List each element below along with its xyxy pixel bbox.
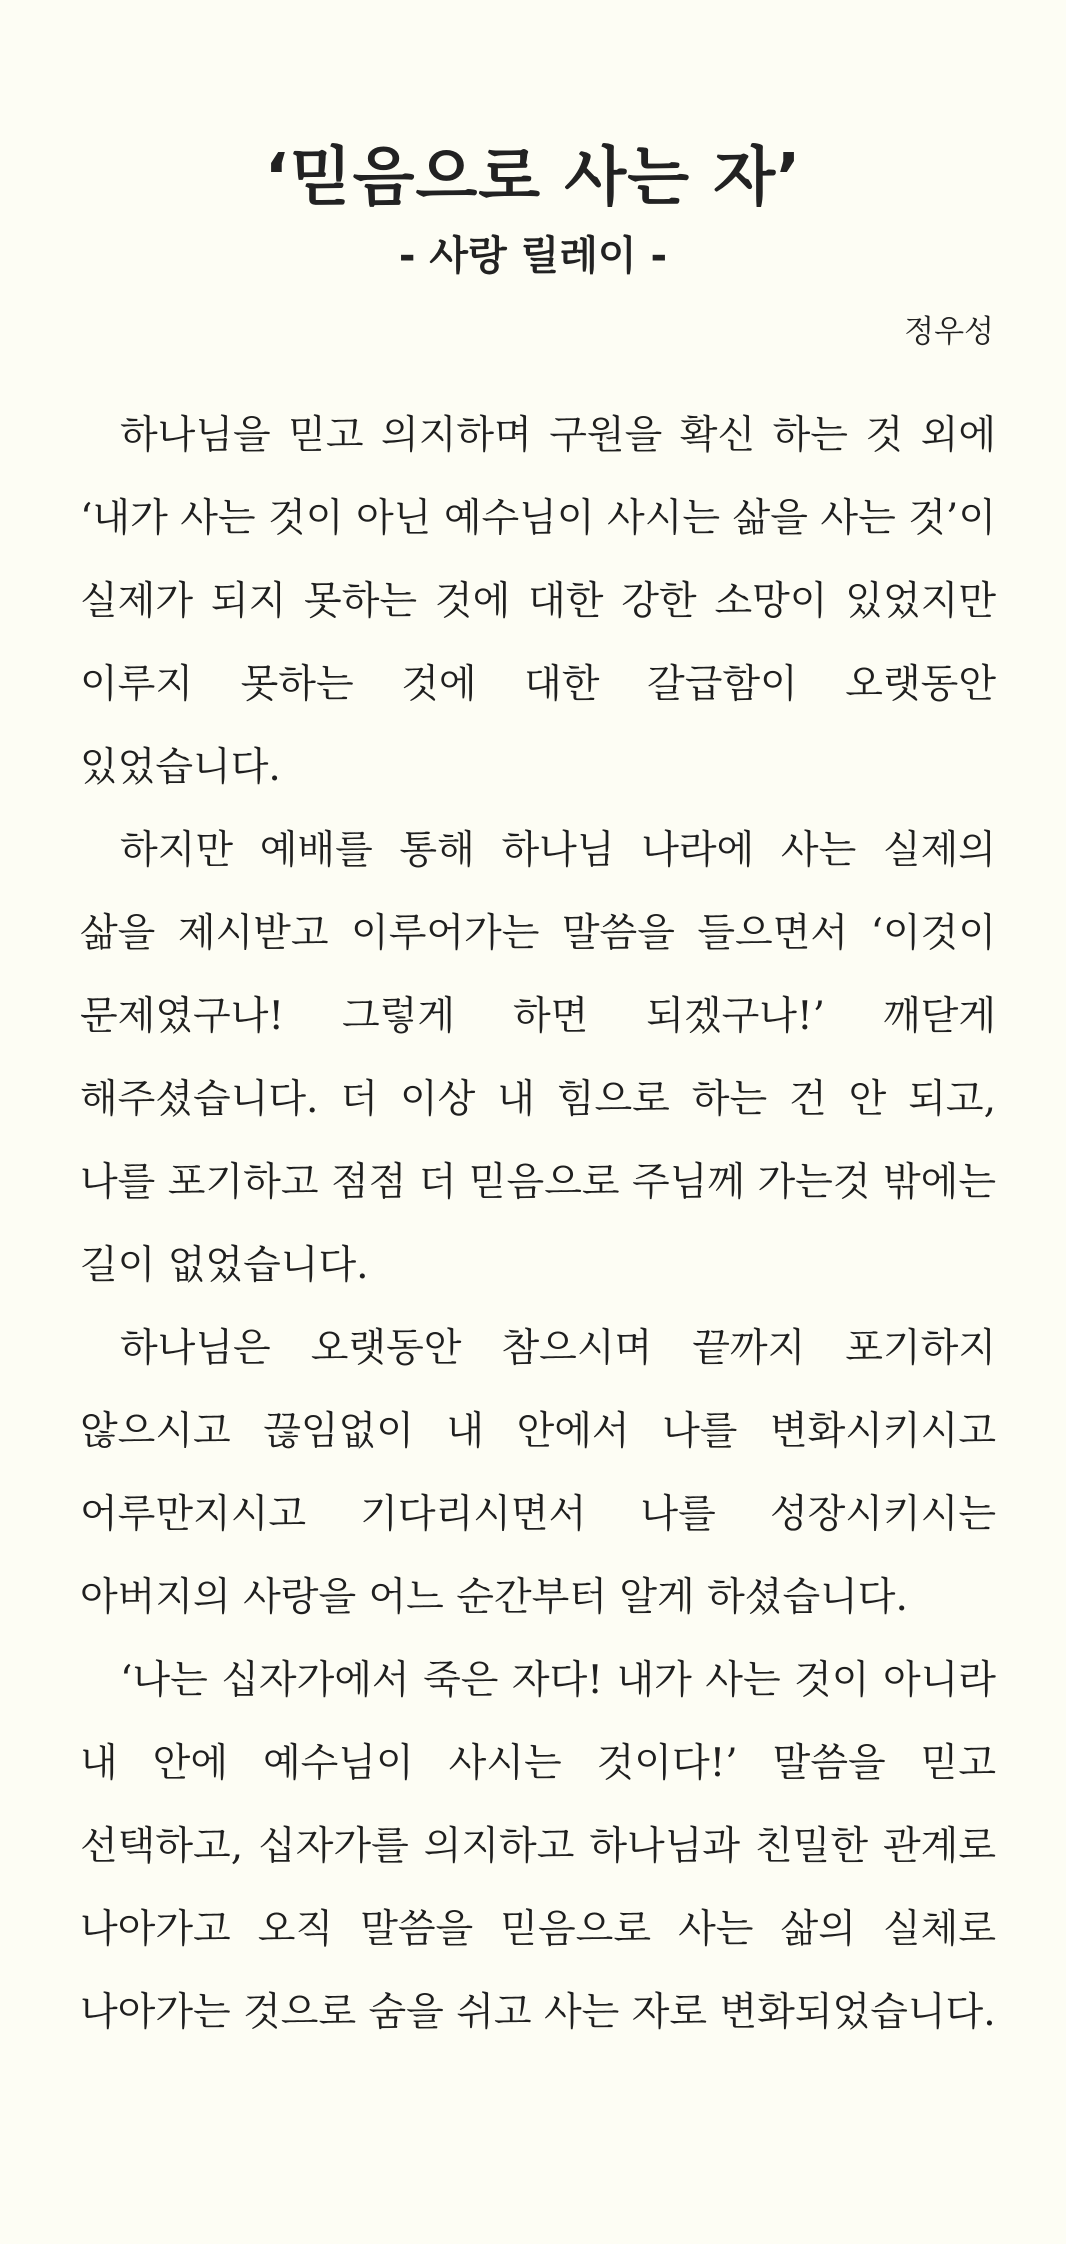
paragraph-4: ‘나는 십자가에서 죽은 자다! 내가 사는 것이 아니라 내 안에 예수님이 사시는 것이다!’ 말씀을 믿고 선택하고, 십자가를 의지하고 하나님과 친밀한 관계로 나아가고 오직 말씀을 믿음으로 사는 삶의 실체로 나아가는 것으로 숨을 쉬고 사는 자로 변화되었습니다. (80, 1658, 996, 2035)
paragraph-3: 하나님은 오랫동안 참으시며 끝까지 포기하지 않으시고 끊임없이 내 안에서 나를 변화시키시고 어루만지시고 기다리시면서 나를 성장시키시는 아버지의 사랑을 어느 순간부터 알게 하셨습니다. (80, 1326, 996, 1620)
article-title: ‘믿음으로 사는 자’ (264, 141, 802, 215)
article-body (80, 394, 996, 2054)
paragraph-1: 하나님을 믿고 의지하며 구원을 확신 하는 것 외에 ‘내가 사는 것이 아닌 예수님이 사시는 삶을 사는 것’이 실제가 되지 못하는 것에 대한 강한 소망이 있었지만 이루지 못하는 것에 대한 갈급함이 오랫동안 있었습니다. (80, 413, 996, 790)
paragraph-2: 하지만 예배를 통해 하나님 나라에 사는 실제의 삶을 제시받고 이루어가는 말씀을 들으면서 ‘이것이 문제였구나! 그렇게 하면 되겠구나!’ 깨닫게 해주셨습니다. 더 이상 내 힘으로 하는 건 안 되고, 나를 포기하고 점점 더 믿음으로 주님께 가는것 밖에는 길이 없었습니다. (80, 828, 996, 1288)
article-subtitle: - 사랑 릴레이 - (398, 233, 668, 279)
author-name: 정우성 (904, 314, 994, 350)
